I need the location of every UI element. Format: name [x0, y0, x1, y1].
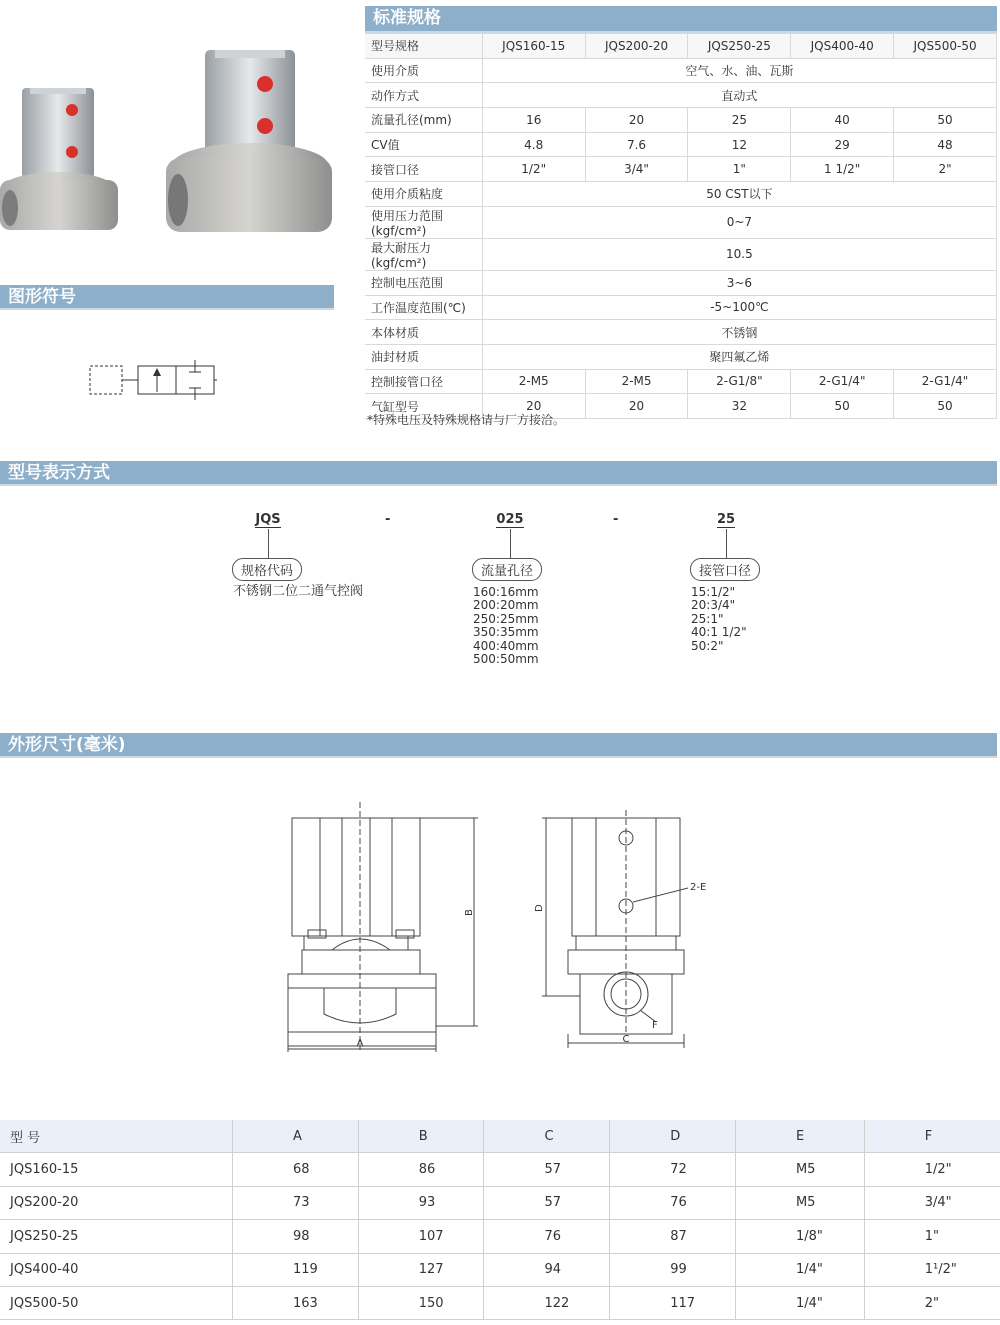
- spec-row: [365, 369, 997, 394]
- valve-symbol: [88, 358, 218, 402]
- symbol-section-header: 图形符号: [0, 285, 334, 310]
- model-cell: JQS500-50: [0, 1286, 233, 1319]
- dim-cell: 72: [610, 1153, 736, 1186]
- table-row: [0, 1253, 1000, 1286]
- spec-row: [365, 295, 997, 320]
- dim-cell: 87: [610, 1220, 736, 1253]
- spec-cell: JQS400-40: [791, 34, 894, 59]
- dim-cell: 117: [610, 1286, 736, 1319]
- spec-cell: 25: [688, 108, 791, 133]
- dim-cell: 99: [610, 1253, 736, 1286]
- dim-cell: E: [735, 1120, 864, 1153]
- spec-cell: 0~7: [482, 206, 996, 238]
- spec-cell: 20: [585, 108, 688, 133]
- spec-cell: 4.8: [482, 132, 585, 157]
- dim-cell: 98: [233, 1220, 359, 1253]
- spec-cell: 3/4": [585, 157, 688, 182]
- spec-row-label: 型号规格: [365, 34, 482, 59]
- dim-cell: 150: [358, 1286, 484, 1319]
- spec-cell: JQS200-20: [585, 34, 688, 59]
- list-item: 15:1/2": [691, 585, 736, 599]
- dim-cell: M5: [735, 1153, 864, 1186]
- spec-row-label: 使用压力范围(kgf/cm²): [365, 206, 482, 238]
- list-item: 25:1": [691, 611, 724, 626]
- spec-row-label: 流量孔径(mm): [365, 108, 482, 133]
- spec-cell: 1": [688, 157, 791, 182]
- code-part1: JQS: [255, 512, 281, 527]
- spec-cell: 7.6: [585, 132, 688, 157]
- spec-cell: 20: [585, 394, 688, 419]
- spec-row: [365, 206, 997, 238]
- list-pipe-size: [691, 586, 747, 653]
- spec-cell: JQS160-15: [482, 34, 585, 59]
- dim-cell: D: [610, 1120, 736, 1153]
- dim-cell: 73: [233, 1186, 359, 1219]
- spec-row-label: 控制电压范围: [365, 270, 482, 295]
- spec-row-label: 气缸型号: [365, 394, 482, 419]
- model-cell: 型 号: [0, 1120, 233, 1153]
- spec-row-label: 控制接管口径: [365, 369, 482, 394]
- spec-row-label: 使用介质粘度: [365, 182, 482, 207]
- desc-spec-code: 不锈钢二位二通气控阀: [233, 584, 364, 599]
- table-row: [0, 1186, 1000, 1219]
- dim-cell: 68: [233, 1153, 359, 1186]
- spec-row: [365, 344, 997, 369]
- dim-label-d: D: [534, 904, 545, 912]
- spec-row-label: 本体材质: [365, 320, 482, 345]
- spec-row: [365, 157, 997, 182]
- spec-cell: 聚四氟乙烯: [482, 344, 996, 369]
- dim-cell: 1/2": [864, 1153, 1000, 1186]
- list-item: 250:25mm: [473, 611, 539, 626]
- dim-label-c: C: [622, 1034, 630, 1045]
- model-cell: JQS250-25: [0, 1220, 233, 1253]
- spec-row: [365, 83, 997, 108]
- spec-row-label: CV值: [365, 132, 482, 157]
- spec-row-label: 接管口径: [365, 157, 482, 182]
- dim-cell: 1¹/2": [864, 1253, 1000, 1286]
- table-row: [0, 1153, 1000, 1186]
- spec-row-label: 使用介质: [365, 58, 482, 83]
- dim-cell: F: [864, 1120, 1000, 1153]
- code-dash1: -: [385, 512, 391, 527]
- label-spec-code: 规格代码: [232, 558, 302, 581]
- spec-row-label: 工作温度范围(℃): [365, 295, 482, 320]
- dim-cell: 2": [864, 1286, 1000, 1319]
- list-item: 160:16mm: [473, 585, 539, 599]
- spec-cell: 2-M5: [482, 369, 585, 394]
- list-item: 40:1 1/2": [691, 625, 747, 640]
- code-part3: 25: [716, 512, 736, 527]
- spec-cell: 1/2": [482, 157, 585, 182]
- spec-row: [365, 238, 997, 270]
- dim-cell: B: [358, 1120, 484, 1153]
- spec-cell: 40: [791, 108, 894, 133]
- spec-cell: JQS250-25: [688, 34, 791, 59]
- dim-cell: 1": [864, 1220, 1000, 1253]
- product-photo: [0, 40, 340, 240]
- dim-cell: C: [484, 1120, 610, 1153]
- spec-cell: 直动式: [482, 83, 996, 108]
- table-row: [0, 1286, 1000, 1319]
- spec-row: [365, 58, 997, 83]
- spec-cell: 50: [894, 394, 997, 419]
- spec-cell: 1 1/2": [791, 157, 894, 182]
- code-part2: 025: [496, 512, 524, 527]
- list-item: 500:50mm: [473, 652, 539, 667]
- dim-label-b: B: [464, 909, 475, 916]
- dim-cell: 57: [484, 1153, 610, 1186]
- spec-row: [365, 270, 997, 295]
- model-cell: JQS200-20: [0, 1186, 233, 1219]
- dim-label-f: F: [652, 1020, 658, 1031]
- spec-cell: 3~6: [482, 270, 996, 295]
- spec-cell: 50: [894, 108, 997, 133]
- list-item: 350:35mm: [473, 625, 539, 640]
- dim-cell: 122: [484, 1286, 610, 1319]
- dimension-drawing: [280, 800, 720, 1060]
- spec-cell: 20: [482, 394, 585, 419]
- model-section-header: 型号表示方式: [0, 461, 997, 486]
- spec-cell: 2-G1/4": [791, 369, 894, 394]
- dim-cell: 107: [358, 1220, 484, 1253]
- spec-row-label: 油封材质: [365, 344, 482, 369]
- spec-cell: -5~100℃: [482, 295, 996, 320]
- model-cell: JQS400-40: [0, 1253, 233, 1286]
- dim-cell: 163: [233, 1286, 359, 1319]
- dim-cell: 3/4": [864, 1186, 1000, 1219]
- dim-cell: 94: [484, 1253, 610, 1286]
- spec-row-label: 动作方式: [365, 83, 482, 108]
- spec-cell: 50 CST以下: [482, 182, 996, 207]
- dim-cell: 127: [358, 1253, 484, 1286]
- spec-cell: 32: [688, 394, 791, 419]
- spec-cell: 2-G1/8": [688, 369, 791, 394]
- model-cell: JQS160-15: [0, 1153, 233, 1186]
- dim-cell: M5: [735, 1186, 864, 1219]
- dim-label-a: A: [356, 1038, 364, 1049]
- dim-cell: 119: [233, 1253, 359, 1286]
- spec-cell: 48: [894, 132, 997, 157]
- spec-row: [365, 320, 997, 345]
- list-item: 400:40mm: [473, 638, 539, 653]
- dim-cell: 57: [484, 1186, 610, 1219]
- list-flow-orifice: [473, 586, 539, 666]
- spec-cell: 空气、水、油、瓦斯: [482, 58, 996, 83]
- dim-cell: 76: [484, 1220, 610, 1253]
- spec-cell: 50: [791, 394, 894, 419]
- spec-row: [365, 34, 997, 59]
- dimension-section-header: 外形尺寸(毫米): [0, 733, 997, 758]
- dim-cell: 1/8": [735, 1220, 864, 1253]
- spec-row: [365, 182, 997, 207]
- spec-note: *特殊电压及特殊规格请与厂方接洽。: [367, 413, 566, 427]
- spec-cell: 2-M5: [585, 369, 688, 394]
- spec-cell: 29: [791, 132, 894, 157]
- spec-row: [365, 108, 997, 133]
- dimension-table: [0, 1120, 1000, 1320]
- list-item: 50:2": [691, 638, 724, 653]
- list-item: 200:20mm: [473, 598, 539, 613]
- spec-cell: 12: [688, 132, 791, 157]
- spec-cell: 2-G1/4": [894, 369, 997, 394]
- spec-section-header: 标准规格: [365, 6, 997, 33]
- spec-cell: 不锈钢: [482, 320, 996, 345]
- spec-table: [365, 33, 997, 419]
- dim-cell: 1/4": [735, 1286, 864, 1319]
- dim-label-e: 2-E: [690, 882, 707, 893]
- dim-cell: 1/4": [735, 1253, 864, 1286]
- dim-cell: 93: [358, 1186, 484, 1219]
- spec-cell: 16: [482, 108, 585, 133]
- dim-cell: 86: [358, 1153, 484, 1186]
- list-item: 20:3/4": [691, 598, 736, 613]
- spec-cell: JQS500-50: [894, 34, 997, 59]
- dim-cell: A: [233, 1120, 359, 1153]
- label-pipe-size: 接管口径: [690, 558, 760, 581]
- table-row: [0, 1120, 1000, 1153]
- spec-cell: 2": [894, 157, 997, 182]
- label-flow-orifice: 流量孔径: [472, 558, 542, 581]
- spec-row: [365, 132, 997, 157]
- spec-row-label: 最大耐压力(kgf/cm²): [365, 238, 482, 270]
- dim-cell: 76: [610, 1186, 736, 1219]
- code-dash2: -: [613, 512, 619, 527]
- spec-cell: 10.5: [482, 238, 996, 270]
- table-row: [0, 1220, 1000, 1253]
